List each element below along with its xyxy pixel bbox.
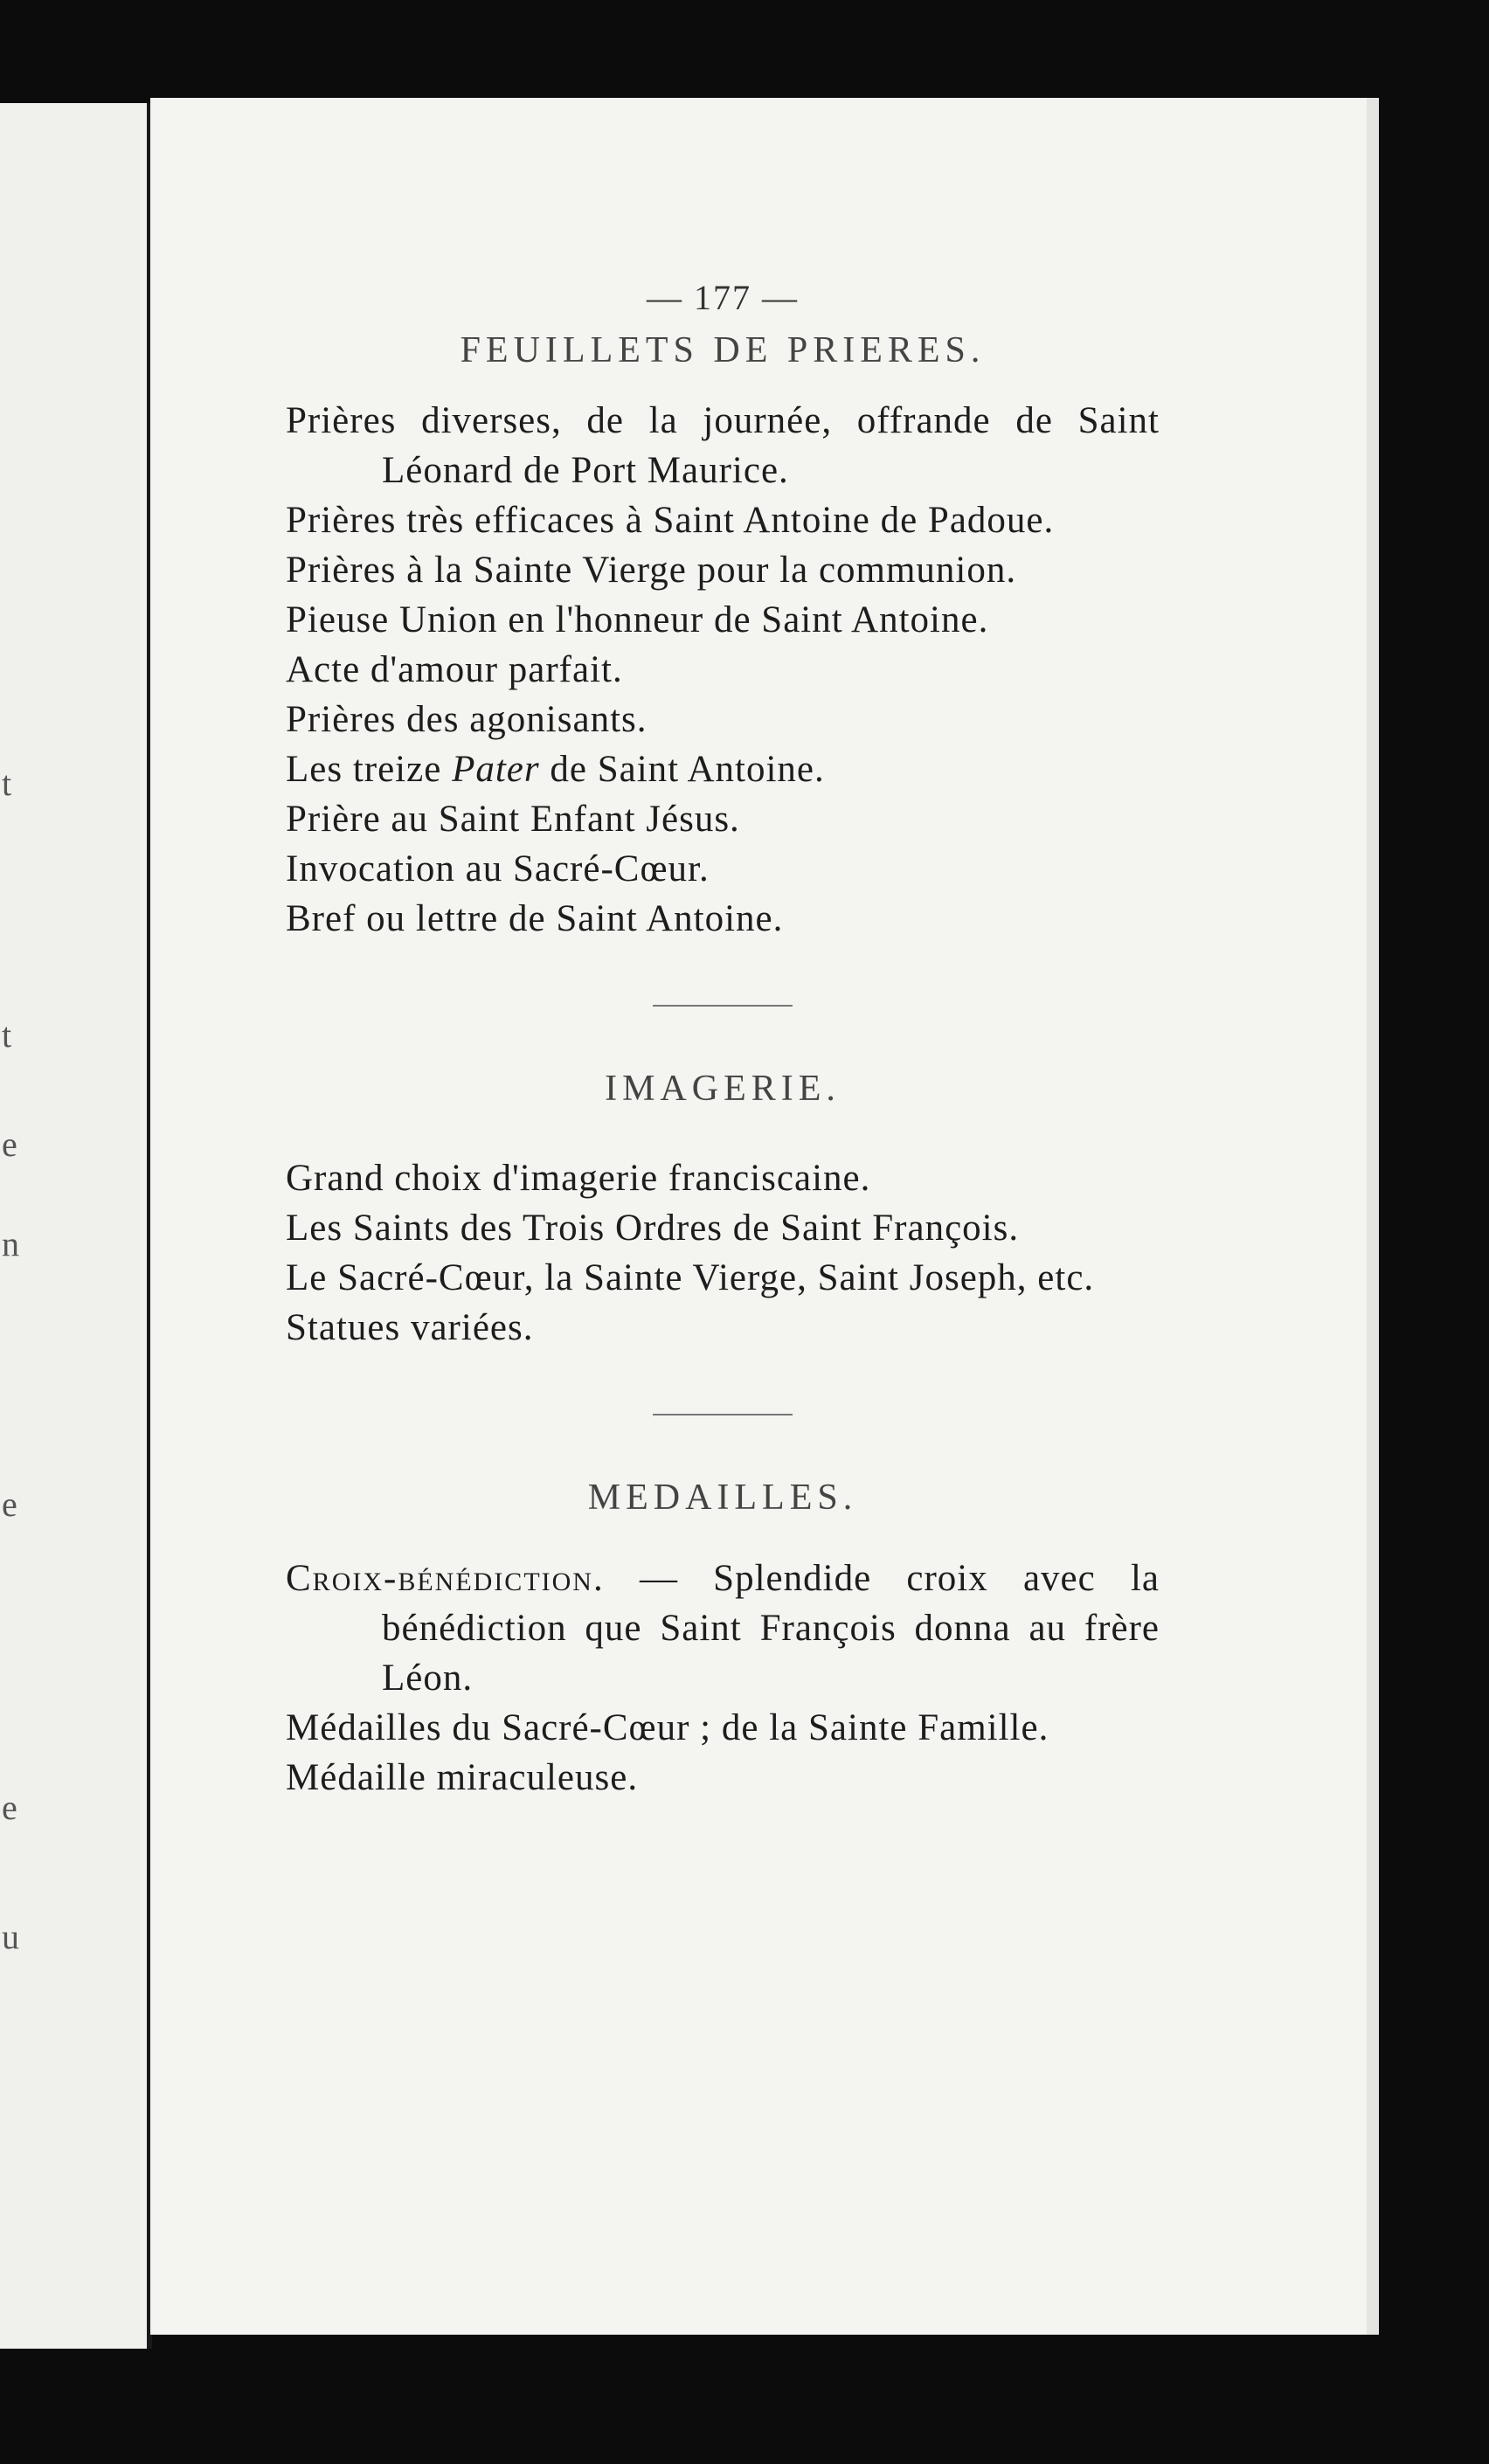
list-item: Prières très efficaces à Saint Antoine de Padoue.: [286, 500, 1055, 541]
list-item: [286, 1554, 1160, 1703]
entry-text: Les treize: [286, 749, 453, 790]
list-item: Prière au Saint Enfant Jésus.: [286, 799, 740, 840]
left-page-fragment: n: [2, 1224, 19, 1263]
list-item: Invocation au Sacré-Cœur.: [286, 848, 710, 889]
imagerie-list: [286, 1153, 1160, 1353]
left-page-fragment: t: [2, 764, 12, 803]
list-item: Prières diverses, de la journée, offrande de Saint Léonard de Port Maurice.: [286, 400, 1160, 491]
left-page-fragment: t: [2, 1015, 12, 1055]
list-item: Les Saints des Trois Ordres de Saint François.: [286, 1208, 1020, 1249]
list-item: Acte d'amour parfait.: [286, 649, 623, 690]
left-page-fragment: e: [2, 1788, 17, 1827]
page-number: — 177 —: [647, 278, 799, 317]
entry-italic-text: Pater: [452, 749, 540, 790]
list-item: [286, 744, 1160, 794]
list-item: Bref ou lettre de Saint Antoine.: [286, 898, 784, 939]
page-content: [286, 277, 1160, 1803]
list-item: Médaille miraculeuse.: [286, 1757, 639, 1798]
entry-text: de Saint Antoine.: [539, 749, 825, 790]
left-page-fragment: e: [2, 1125, 17, 1164]
left-page-fragment: u: [2, 1917, 19, 1956]
entry-smallcaps-text: Croix-bénédiction.: [286, 1558, 605, 1599]
list-item: Statues variées.: [286, 1307, 534, 1348]
section-title-medailles: MEDAILLES.: [587, 1478, 858, 1518]
section-divider: [653, 1414, 793, 1415]
section-title-imagerie: IMAGERIE.: [605, 1069, 841, 1109]
entry-text: — Splendide croix avec la bénédiction que Saint François donna au frère Léon.: [382, 1558, 1160, 1699]
list-item: Médailles du Sacré-Cœur ; de la Sainte Famille.: [286, 1707, 1049, 1748]
previous-page-edge: [0, 103, 152, 2349]
section-divider: [653, 1005, 793, 1007]
list-item: Prières des agonisants.: [286, 699, 648, 740]
medailles-list: [286, 1554, 1160, 1803]
list-item: Grand choix d'imagerie franciscaine.: [286, 1158, 871, 1199]
left-page-fragment: e: [2, 1485, 17, 1524]
list-item: Prières à la Sainte Vierge pour la communion.: [286, 550, 1017, 591]
list-item: Le Sacré-Cœur, la Sainte Vierge, Saint Joseph, etc.: [286, 1257, 1095, 1298]
section-title-feuillets: FEUILLETS DE PRIERES.: [460, 330, 986, 370]
book-page: [150, 98, 1367, 2335]
list-item: Pieuse Union en l'honneur de Saint Antoine.: [286, 599, 989, 640]
feuillets-list: [286, 396, 1160, 944]
